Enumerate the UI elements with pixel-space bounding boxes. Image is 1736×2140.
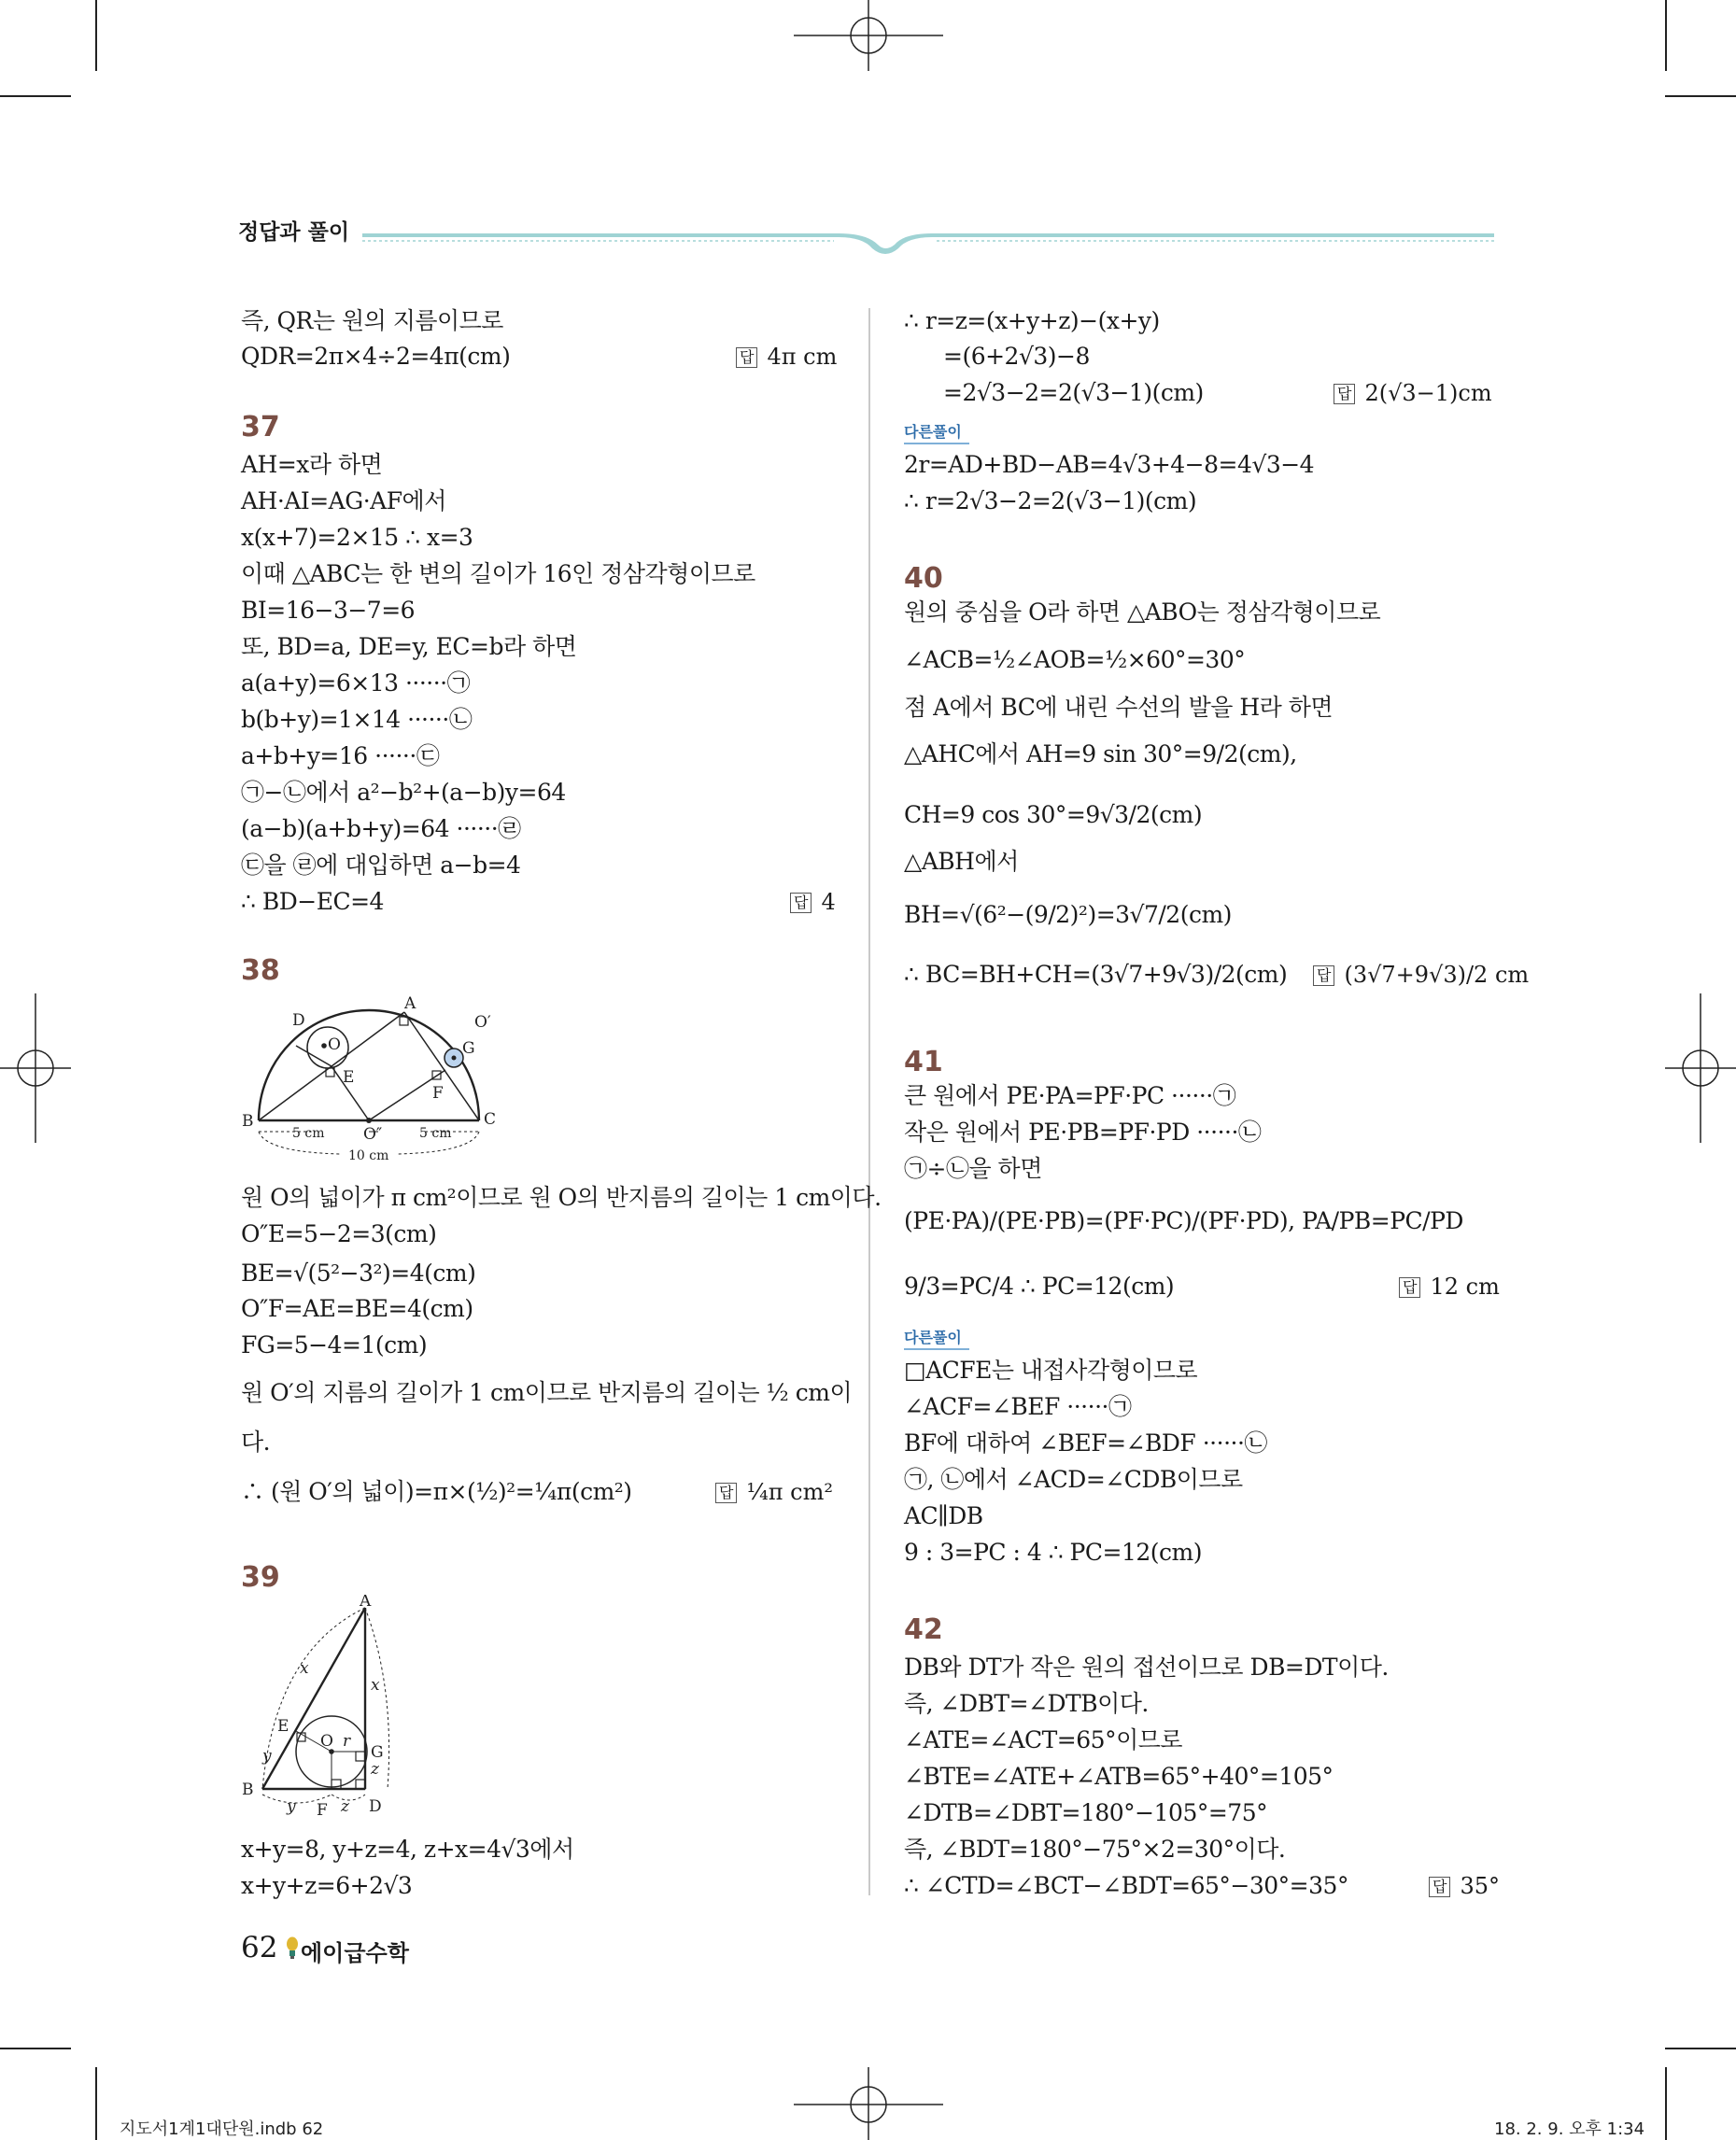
fig38-label: C — [484, 1110, 497, 1129]
fig38-dim: 5 cm — [419, 1126, 452, 1141]
solution-line: AH·AI=AG·AF에서 — [241, 487, 446, 514]
solution-line: ∴ r=z=(x+y+z)−(x+y) — [904, 307, 1160, 334]
intro-line: 즉, QR는 원의 지름이므로 — [241, 307, 503, 334]
fig38-label: D — [292, 1011, 305, 1030]
solution-line: a(a+y)=6×13 ······㉠ — [241, 669, 471, 697]
problem-number-39: 39 — [241, 1561, 280, 1594]
figure-38 — [238, 992, 518, 1169]
header-band — [362, 222, 1494, 260]
solution-line: (PE·PA)/(PE·PB)=(PF·PC)/(PF·PD), PA/PB=PC/PD — [904, 1207, 1463, 1234]
answer-badge: 답 — [1313, 965, 1334, 986]
solution-line: ㉠÷㉡을 하면 — [904, 1155, 1042, 1182]
registration-mark-top — [794, 0, 943, 71]
fig38-label: O′ — [474, 1013, 491, 1032]
fig38-label: O — [328, 1035, 341, 1054]
fig38-label: O″ — [363, 1125, 383, 1144]
solution-line: ∠BTE=∠ATE+∠ATB=65°+40°=105° — [904, 1763, 1334, 1790]
intro-answer: 답 4π cm — [736, 340, 837, 373]
solution-line: BI=16−3−7=6 — [241, 597, 416, 624]
solution-line: ∴ BD−EC=4 — [241, 888, 384, 915]
fig39-label: x — [371, 1676, 380, 1695]
crop-mark — [1665, 0, 1667, 71]
fig39-label: y — [287, 1797, 296, 1816]
solution-line: 원 O의 넓이가 π cm²이므로 원 O의 반지름의 길이는 1 cm이다. — [241, 1184, 882, 1211]
crop-mark — [1665, 95, 1736, 97]
answer-40: 답 (3√7+9√3)/2 cm — [1313, 958, 1529, 992]
solution-line: ∴ r=2√3−2=2(√3−1)(cm) — [904, 487, 1197, 514]
solution-line: x+y+z=6+2√3 — [241, 1872, 413, 1899]
solution-line: ㉠, ㉡에서 ∠ACD=∠CDB이므로 — [904, 1466, 1243, 1493]
answer-badge: 답 — [1399, 1277, 1420, 1298]
file-info: 지도서1계1대단원.indb 62 — [120, 2119, 324, 2139]
solution-line: a+b+y=16 ······㉢ — [241, 742, 440, 769]
solution-line: ∠ATE=∠ACT=65°이므로 — [904, 1726, 1183, 1753]
fig38-label: G — [462, 1039, 475, 1058]
solution-line: 다. — [241, 1429, 271, 1456]
registration-mark-right — [1665, 993, 1736, 1143]
solution-line: =(6+2√3)−8 — [943, 343, 1090, 370]
solution-line: 점 A에서 BC에 내린 수선의 발을 H라 하면 — [904, 694, 1334, 721]
solution-line: ∴ ∠CTD=∠BCT−∠BDT=65°−30°=35° — [904, 1872, 1348, 1899]
fig39-label: y — [262, 1747, 272, 1766]
solution-line: AC∥DB — [904, 1502, 983, 1529]
solution-line: BH=√(6²−(9/2)²)=3√7/2(cm) — [904, 901, 1232, 928]
fig39-label: E — [277, 1717, 289, 1736]
fig39-label: r — [343, 1732, 351, 1751]
fig39-label: A — [360, 1595, 372, 1611]
fig39-label: z — [371, 1760, 379, 1779]
problem-number-38: 38 — [241, 954, 280, 987]
answer-39: 답 2(√3−1)cm — [1334, 376, 1492, 410]
solution-line: 9 : 3=PC : 4 ∴ PC=12(cm) — [904, 1539, 1202, 1566]
figure-39 — [238, 1595, 425, 1823]
solution-line: 원의 중심을 O라 하면 △ABO는 정삼각형이므로 — [904, 598, 1381, 626]
solution-line: 또, BD=a, DE=y, EC=b라 하면 — [241, 633, 577, 660]
registration-mark-left — [0, 993, 71, 1143]
fig38-dim: 10 cm — [348, 1148, 389, 1163]
answer-38: 답 ¼π cm² — [715, 1475, 833, 1509]
answer-badge: 답 — [1334, 384, 1355, 404]
column-divider — [868, 308, 870, 1895]
problem-number-40: 40 — [904, 562, 943, 595]
solution-line: AH=x라 하면 — [241, 451, 383, 478]
intro-line: QDR=2π×4÷2=4π(cm) — [241, 343, 511, 370]
solution-line: 즉, ∠BDT=180°−75°×2=30°이다. — [904, 1836, 1286, 1863]
solution-line: FG=5−4=1(cm) — [241, 1331, 428, 1359]
answer-badge: 답 — [790, 893, 812, 913]
fig38-label: B — [242, 1112, 254, 1131]
fig38-label: A — [404, 994, 416, 1013]
alt-solution-label: 다른풀이 — [904, 420, 969, 444]
solution-line: 큰 원에서 PE·PA=PF·PC ······㉠ — [904, 1082, 1236, 1109]
fig39-label: x — [300, 1659, 309, 1678]
fig39-label: z — [341, 1797, 349, 1816]
fig39-label: O — [320, 1732, 333, 1751]
fig39-label: B — [242, 1781, 254, 1799]
solution-line: ∠ACB=½∠AOB=½×60°=30° — [904, 646, 1246, 673]
print-timestamp: 18. 2. 9. 오후 1:34 — [1494, 2119, 1645, 2139]
solution-line: O″F=AE=BE=4(cm) — [241, 1295, 473, 1322]
answer-37: 답 4 — [790, 885, 836, 919]
fig38-label: F — [432, 1084, 444, 1103]
solution-line: x+y=8, y+z=4, z+x=4√3에서 — [241, 1836, 574, 1863]
solution-line: BF에 대하여 ∠BEF=∠BDF ······㉡ — [904, 1429, 1267, 1457]
solution-line: b(b+y)=1×14 ······㉡ — [241, 706, 473, 733]
header-title: 정답과 풀이 — [238, 220, 350, 245]
solution-line: ∠DTB=∠DBT=180°−105°=75° — [904, 1799, 1268, 1826]
lightbulb-icon — [286, 1936, 299, 1961]
solution-line: ∴ BC=BH+CH=(3√7+9√3)/2(cm) — [904, 961, 1288, 988]
answer-badge: 답 — [736, 347, 757, 368]
crop-mark — [95, 2067, 97, 2140]
fig39-label: D — [369, 1797, 382, 1816]
alt-solution-label: 다른풀이 — [904, 1326, 969, 1350]
answer-42: 답 35° — [1429, 1869, 1500, 1903]
solution-line: CH=9 cos 30°=9√3/2(cm) — [904, 801, 1203, 828]
crop-mark — [0, 2048, 71, 2049]
problem-number-42: 42 — [904, 1613, 943, 1646]
solution-line: 원 O′의 지름의 길이가 1 cm이므로 반지름의 길이는 ½ cm이 — [241, 1379, 853, 1406]
solution-line: DB와 DT가 작은 원의 접선이므로 DB=DT이다. — [904, 1654, 1389, 1681]
fig39-label: F — [317, 1801, 328, 1820]
solution-line: 즉, ∠DBT=∠DTB이다. — [904, 1690, 1149, 1717]
solution-line: ∠ACF=∠BEF ······㉠ — [904, 1393, 1132, 1420]
crop-mark — [95, 0, 97, 71]
problem-number-41: 41 — [904, 1046, 943, 1078]
fig39-label: G — [371, 1743, 384, 1762]
solution-line: BE=√(5²−3²)=4(cm) — [241, 1260, 476, 1287]
page-number: 62 — [241, 1931, 278, 1964]
solution-line: (a−b)(a+b+y)=64 ······㉣ — [241, 815, 521, 842]
problem-number-37: 37 — [241, 411, 280, 443]
solution-line: 9/3=PC/4 ∴ PC=12(cm) — [904, 1273, 1175, 1300]
solution-line: 작은 원에서 PE·PB=PF·PD ······㉡ — [904, 1119, 1262, 1146]
solution-line: □ACFE는 내접사각형이므로 — [904, 1357, 1198, 1384]
solution-line: 2r=AD+BD−AB=4√3+4−8=4√3−4 — [904, 451, 1315, 478]
registration-mark-bottom — [794, 2067, 943, 2140]
solution-line: ∴ (원 O′의 넓이)=π×(½)²=¼π(cm²) — [241, 1478, 632, 1505]
answer-badge: 답 — [1429, 1877, 1450, 1897]
solution-line: △ABH에서 — [904, 848, 1019, 875]
fig38-dim: 5 cm — [292, 1126, 325, 1141]
solution-line: ㉠−㉡에서 a²−b²+(a−b)y=64 — [241, 779, 566, 806]
answer-41: 답 12 cm — [1399, 1270, 1500, 1303]
solution-line: x(x+7)=2×15 ∴ x=3 — [241, 524, 473, 551]
answer-badge: 답 — [715, 1483, 737, 1503]
crop-mark — [1665, 2067, 1667, 2140]
solution-line: =2√3−2=2(√3−1)(cm) — [943, 379, 1204, 406]
solution-line: △AHC에서 AH=9 sin 30°=9/2(cm), — [904, 740, 1297, 767]
solution-line: ㉢을 ㉣에 대입하면 a−b=4 — [241, 852, 521, 879]
solution-line: O″E=5−2=3(cm) — [241, 1220, 437, 1247]
fig38-label: E — [343, 1068, 355, 1087]
crop-mark — [0, 95, 71, 97]
solution-line: 이때 △ABC는 한 변의 길이가 16인 정삼각형이므로 — [241, 560, 755, 587]
crop-mark — [1665, 2048, 1736, 2049]
brand-logo: 에이급수학 — [301, 1940, 409, 1966]
